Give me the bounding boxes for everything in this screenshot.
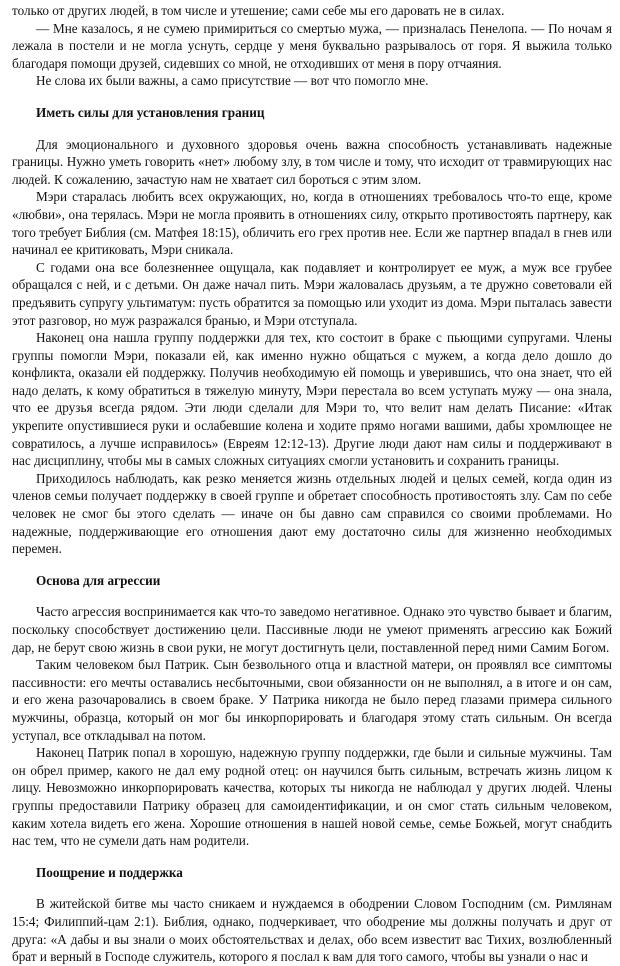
section-heading-encouragement: Поощрение и поддержка bbox=[36, 864, 183, 880]
paragraph-penelope-quote: — Мне казалось, я не сумею примириться со смертью мужа, — призналась Пенелопа. — По ночам я лежала в постели и не могла уснуть, сердце у меня буквально разрывалось от горя. Я выжила только благодаря помощи друзей, сидевших со мной, не отходивших от меня в пору отчаяния. bbox=[12, 20, 612, 71]
paragraph: С годами она все болезненнее ощущала, как подавляет и контролирует ее муж, а муж все грубее обращался с ней, и с детьми. Он даже начал пить. Мэри жаловалась друзьям, а те дружно советовали ей предъявить супругу ультиматум: пусть обратится за помощью или уходит из дома. Мэри пыталась завести этот разговор, но муж разражался бранью, и Мэри отступала. bbox=[12, 259, 612, 328]
section-heading-boundaries: Иметь силы для установления границ bbox=[36, 104, 265, 120]
section-heading-aggression: Основа для агрессии bbox=[36, 572, 161, 588]
paragraph: Таким человеком был Патрик. Сын безвольного отца и властной матери, он проявлял все симптомы пассивности: его мечты оставались несбыточными, свои обязанности он не выполнял, а в итоге и он сам, и его жена разочаровались в своем браке. У Патрика никогда не было перед глазами примера сильного мужчины, образца, который он мог бы инкорпорировать и благодаря этому стать сильным. Он всегда уступал, все откладывал на потом. bbox=[12, 657, 612, 743]
paragraph: В житейской битве мы часто сникаем и нуждаемся в ободрении Словом Господним (см. Римлянам 15:4; Филиппий-цам 2:1). Библия, однако, подчеркивает, что ободрение мы должны получать и друг от друга: «А дабы и вы знали о моих обстоятельствах и делах, обо всем известит вас Тихих, возлюбленный брат и верный в Господе служитель, которого я послал к вам для того самого, чтобы вы узнали о нас и bbox=[12, 896, 612, 965]
paragraph: Для эмоционального и духовного здоровья очень важна способность устанавливать надежные границы. Нужно уметь говорить «нет» любому злу, в том числе и тому, что исходит от травмирующих нас людей. К сожалению, зачастую нам не хватает сил бороться с этим злом. bbox=[12, 136, 612, 187]
paragraph: Приходилось наблюдать, как резко меняется жизнь отдельных людей и целых семей, когда один из членов семьи получает поддержку в своей группе и обретает способность противостоять злу. Сам по себе человек не смог бы этого сделать — иначе он бы давно сам справился со своими проблемами. Но надежные, поддерживающие его отношения дают ему достаточно силы для жизненно необходимых перемен. bbox=[12, 470, 612, 557]
paragraph-continued: только от других людей, в том числе и утешение; сами себе мы его даровать не в силах. bbox=[12, 3, 505, 18]
paragraph: Не слова их были важны, а само присутствие — вот что помогло мне. bbox=[36, 73, 429, 89]
paragraph: Мэри старалась любить всех окружающих, но, когда в отношениях требовалось что-то еще, кроме «любви», она терялась. Мэри не могла проявить в отношениях силу, открыто противостоять партнеру, как того требует Библия (см. Матфея 18:15), обличить его грех против нее. Если же партнер впадал в гнев или начинал ее критиковать, Мэри сникала. bbox=[12, 189, 612, 258]
paragraph: Наконец она нашла группу поддержки для тех, кто состоит в браке с пьющими супругами. Члены группы помогли Мэри, показали ей, как именно нужно общаться с мужем, а когда дело дошло до конфликта, оказали ей поддержку. Получив необходимую ей помощь и уверившись, что она знает, что ей надо делать, к кому обратиться в тяжелую минуту, Мэри перестала во всем уступать мужу — она знала, что ее друзья всегда рядом. Эти люди сделали для Мэри то, что велит нам делать Писание: «Итак укрепите опустившиеся руки и ослабевшие колена и ходите прямо ногами вашими, дабы хромлющее не совратилось, а лучше исправилось» (Евреям 12:12-13). Другие люди дают нам силы и поддерживают в нас дисциплину, чтобы мы в самых сложных ситуациях смогли установить и сохранить границы. bbox=[12, 330, 612, 469]
paragraph: Наконец Патрик попал в хорошую, надежную группу поддержки, где были и сильные мужчины. Там он обрел пример, какого не дал ему родной отец: он научился быть сильным, встречать жизнь лицом к лицу. Невозможно инкорпорировать качества, которых ты никогда не наблюдал у других людей. Члены группы предоставили Патрику образец для самоидентификации, и он смог стать сильным человеком, каким хотела видеть его жена. Хорошие отношения в нашей новой семье, семье Божьей, могут снабдить нас тем, что не сумели дать нам родители. bbox=[12, 745, 612, 849]
paragraph: Часто агрессия воспринимается как что-то заведомо негативное. Однако это чувство бывает и благим, поскольку способствует достижению цели. Пассивные люди не умеют применять агрессию как Божий дар, не берут свою жизнь в свои руки, не могут достигнуть цели, поставленной перед ними Самим Богом. bbox=[12, 604, 612, 655]
